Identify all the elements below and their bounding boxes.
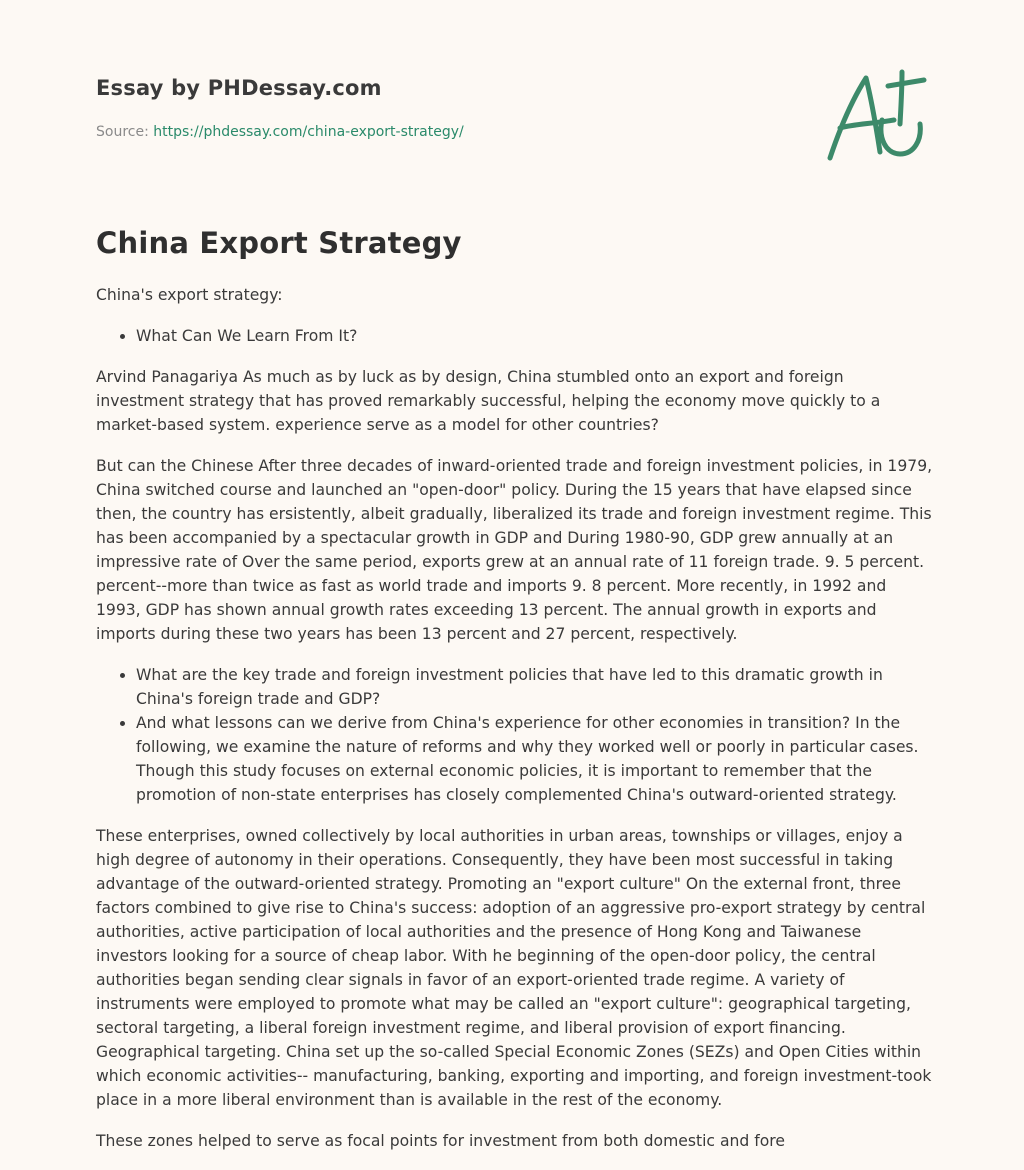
source-link[interactable]: https://phdessay.com/china-export-strategy/ <box>153 124 464 140</box>
body-paragraph: These enterprises, owned collectively by local authorities in urban areas, townships or villages, enjoy a high degree of autonomy in their operations. Consequently, they have been most successful in taking advantage of the outward-oriented strategy. Promoting an "export culture" On the external front, three factors combined to give rise to China's success: adoption of an aggressive pro-export strategy by central authorities, active participation of local authorities and the presence of Hong Kong and Taiwanese investors looking for a source of cheap labor. With he beginning of the open-door policy, the central authorities began sending clear signals in favor of an export-oriented trade regime. A variety of instruments were employed to promote what may be called an "export culture": geographical targeting, sectoral targeting, a liberal foreign investment regime, and liberal provision of export financing. Geographical targeting. China set up the so-called Special Economic Zones (SEZs) and Open Cities within which economic activities-- manufacturing, banking, exporting and importing, and foreign investment-took place in a more liberal environment than is available in the rest of the economy. <box>96 827 932 1109</box>
intro-paragraph: China's export strategy: <box>96 286 283 304</box>
site-title: Essay by PHDessay.com <box>96 76 382 100</box>
list-item: • What are the key trade and foreign investment policies that have led to this dramatic growth in China's foreign trade and GDP? <box>136 663 934 711</box>
list-item: • What Can We Learn From It? <box>136 324 934 348</box>
source-line <box>96 124 464 140</box>
a-plus-logo <box>818 66 930 166</box>
source-label: Source: <box>96 124 149 140</box>
bullet-list-1 <box>96 324 934 348</box>
essay-body <box>96 283 934 1170</box>
body-paragraph: Arvind Panagariya As much as by luck as by design, China stumbled onto an export and foreign investment strategy that has proved remarkably successful, helping the economy move quickly to a market-based system. experience serve as a model for other countries? <box>96 368 881 434</box>
body-paragraph: These zones helped to serve as focal points for investment from both domestic and fore <box>96 1132 785 1150</box>
list-item: • And what lessons can we derive from China's experience for other economies in transition? In the following, we examine the nature of reforms and why they worked well or poorly in particular cases. Though this study focuses on external economic policies, it is important to remember that the promotion of non-state enterprises has closely complemented China's outward-oriented strategy. <box>136 711 934 807</box>
essay-title: China Export Strategy <box>96 226 462 260</box>
bullet-list-2 <box>96 663 934 807</box>
body-paragraph: But can the Chinese After three decades of inward-oriented trade and foreign investment policies, in 1979, China switched course and launched an "open-door" policy. During the 15 years that have elapsed since then, the country has ersistently, albeit gradually, liberalized its trade and foreign investment regime. This has been accompanied by a spectacular growth in GDP and During 1980-90, GDP grew annually at an impressive rate of Over the same period, exports grew at an annual rate of 11 foreign trade. 9. 5 percent. percent--more than twice as fast as world trade and imports 9. 8 percent. More recently, in 1992 and 1993, GDP has shown annual growth rates exceeding 13 percent. The annual growth in exports and imports during these two years has been 13 percent and 27 percent, respectively. <box>96 457 933 643</box>
